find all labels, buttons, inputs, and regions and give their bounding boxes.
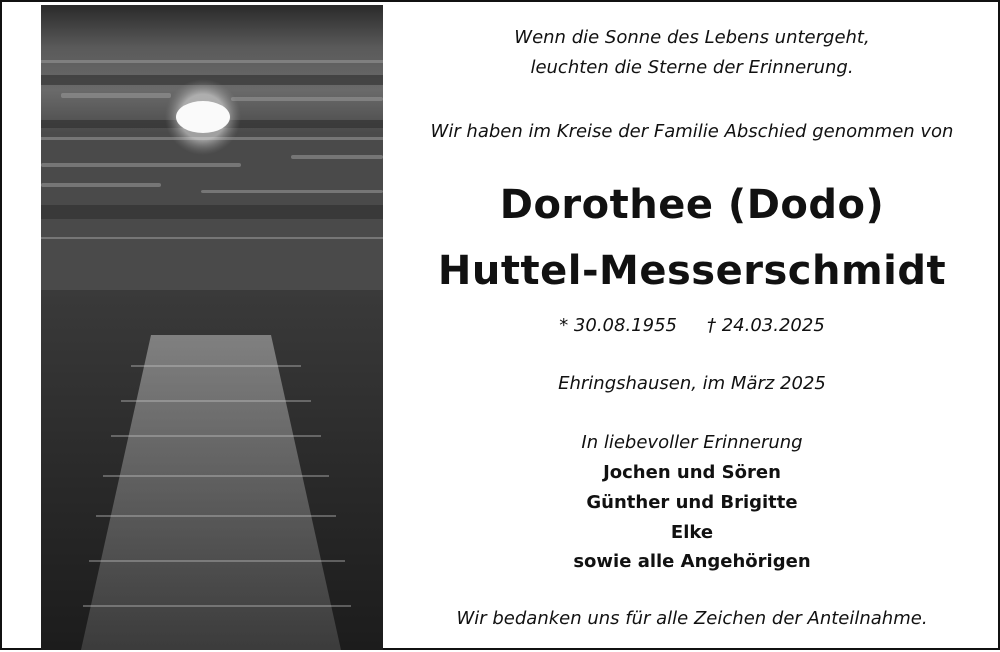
sunset-sea-image [41, 5, 383, 650]
life-dates [384, 315, 1000, 336]
mourner-name: Jochen und Sören [603, 462, 781, 483]
death-date: † 24.03.2025 [707, 315, 825, 336]
mourners-title: In liebevoller Erinnerung [581, 432, 803, 453]
motto-line-2: leuchten die Sterne der Erinnerung. [530, 57, 854, 78]
place-date: Ehringshausen, im März 2025 [558, 373, 826, 394]
intro-text: Wir haben im Kreise der Familie Abschied genommen von [430, 121, 954, 142]
deceased-name-line-2: Huttel-Messerschmidt [437, 248, 947, 294]
sunset-sea-photo [41, 5, 383, 650]
notice-text [384, 2, 1000, 652]
birth-date: * 30.08.1955 [559, 315, 677, 336]
deceased-name-line-1: Dorothee (Dodo) [499, 182, 885, 228]
thanks-text: Wir bedanken uns für alle Zeichen der Anteilnahme. [456, 608, 928, 629]
mourner-name: Elke [670, 522, 714, 543]
mourner-name: sowie alle Angehörigen [573, 551, 811, 572]
mourner-name: Günther und Brigitte [586, 492, 798, 513]
motto-line-1: Wenn die Sonne des Lebens untergeht, [514, 27, 870, 48]
